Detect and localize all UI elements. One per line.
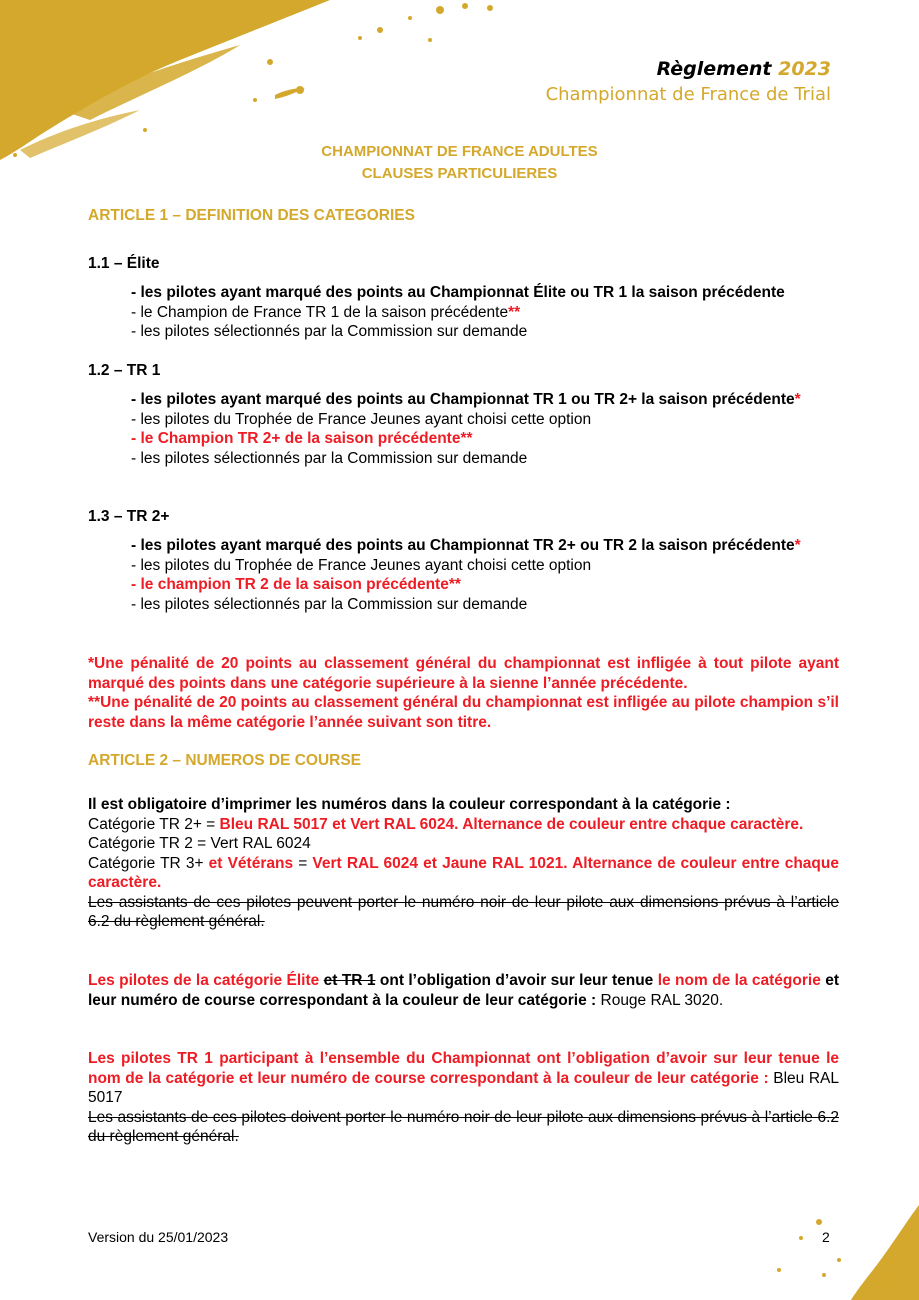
list-item: - les pilotes sélectionnés par la Commission sur demande	[131, 595, 528, 613]
list-item: - les pilotes sélectionnés par la Commission sur demande	[131, 323, 528, 340]
deleted-assistants-note-2: Les assistants de ces pilotes doivent porter le numéro noir de leur pilote aux dimensions prévus à l’article 6.2 du règlement général.	[88, 1108, 839, 1145]
article2-title: ARTICLE 2 – NUMEROS DE COURSE	[88, 752, 362, 769]
list-item-text: - les pilotes ayant marqué des points au Championnat TR 1 ou TR 2+ la saison précédente	[131, 391, 795, 408]
penalty-note-2: **Une pénalité de 20 points au classement général du championnat est infligée au pilote champion s’il reste dans la même catégorie l’année suivant son titre.	[88, 694, 839, 731]
elite-paragraph	[88, 971, 839, 1010]
penalty-note-1: *Une pénalité de 20 points au classement général du championnat est infligée à tout pilote ayant marqué des points dans une catégorie supérieure à la sienne l’année précédente.	[88, 655, 839, 692]
main-heading-line1: CHAMPIONNAT DE FRANCE ADULTES	[321, 143, 598, 160]
article2-colors	[88, 795, 839, 932]
list-item-text: - le Champion de France TR 1 de la saison précédente	[131, 303, 509, 321]
section-1-1-title: 1.1 – Élite	[88, 255, 160, 272]
category-label: Catégorie TR 3+	[88, 854, 209, 872]
document-subtitle: Championnat de France de Trial	[545, 84, 831, 105]
article2-intro: Il est obligatoire d’imprimer les numéros dans la couleur correspondant à la catégorie :	[88, 796, 731, 813]
document-title	[657, 58, 831, 80]
category-color-tr2plus	[88, 815, 839, 835]
list-item	[131, 303, 839, 323]
list-item	[131, 390, 839, 410]
deleted-assistants-note-1: Les assistants de ces pilotes peuvent porter le numéro noir de leur pilote aux dimensions prévus à l’article 6.2 du règlement général.	[88, 893, 839, 930]
footnote-mark: *	[794, 391, 801, 408]
section-1-1-list	[131, 283, 839, 342]
article1-title: ARTICLE 1 – DEFINITION DES CATEGORIES	[88, 207, 415, 224]
tr1-color: Bleu RAL 5017	[88, 1069, 839, 1106]
footnote-mark: **	[508, 303, 521, 321]
brush-decoration-bottom	[759, 1200, 919, 1300]
list-item	[131, 536, 839, 556]
list-item: - les pilotes ayant marqué des points au Championnat Élite ou TR 1 la saison précédente	[131, 284, 785, 301]
equals-sign: =	[293, 854, 313, 872]
list-item: - les pilotes du Trophée de France Jeunes ayant choisi cette option	[131, 556, 592, 574]
category-color-tr3plus	[88, 854, 839, 893]
section-1-2-list	[131, 390, 839, 468]
tr1-text: Les pilotes TR 1 participant à l’ensemble du Championnat ont l’obligation d’avoir sur leur tenue le nom de la catégorie et leur numéro de course correspondant à la couleur de leur catégorie :	[88, 1050, 839, 1087]
footnote-mark: *	[794, 537, 801, 554]
list-item: - les pilotes sélectionnés par la Commission sur demande	[131, 449, 528, 467]
section-1-3-title: 1.3 – TR 2+	[88, 508, 170, 525]
elite-text: ont l’obligation d’avoir sur leur tenue	[375, 972, 658, 989]
tr1-paragraph	[88, 1049, 839, 1147]
footer-version: Version du 25/01/2023	[88, 1229, 229, 1245]
elite-text-added: le nom de la catégorie	[657, 972, 821, 989]
category-color: Bleu RAL 5017 et Vert RAL 6024. Alternance de couleur entre chaque caractère.	[219, 815, 804, 833]
list-item: - les pilotes du Trophée de France Jeunes ayant choisi cette option	[131, 410, 592, 428]
list-item: - le champion TR 2 de la saison précédente**	[131, 576, 461, 593]
list-item-text: - les pilotes ayant marqué des points au Championnat TR 2+ ou TR 2 la saison précédente	[131, 537, 795, 554]
category-color-tr2: Catégorie TR 2 = Vert RAL 6024	[88, 835, 311, 852]
title-year: 2023	[778, 58, 831, 80]
page-number: 2	[822, 1229, 830, 1245]
main-heading-line2: CLAUSES PARTICULIERES	[361, 165, 558, 182]
category-color: Vert RAL 6024 et Jaune RAL 1021. Alternance de couleur entre chaque caractère.	[88, 854, 839, 891]
list-item: - le Champion TR 2+ de la saison précédente**	[131, 430, 473, 447]
section-1-3-list	[131, 536, 839, 614]
title-word: Règlement	[656, 58, 772, 80]
elite-color: Rouge RAL 3020.	[600, 991, 724, 1009]
category-label-added: et Vétérans	[208, 854, 294, 872]
category-label: Catégorie TR 2+ =	[88, 815, 220, 833]
deleted-text: et TR 1	[323, 972, 376, 989]
elite-text: et leur numéro de course correspondant à la couleur de leur catégorie :	[88, 972, 839, 1009]
section-1-2-title: 1.2 – TR 1	[88, 362, 161, 379]
penalty-notes	[88, 654, 839, 732]
elite-text: Les pilotes de la catégorie Élite	[88, 972, 324, 989]
